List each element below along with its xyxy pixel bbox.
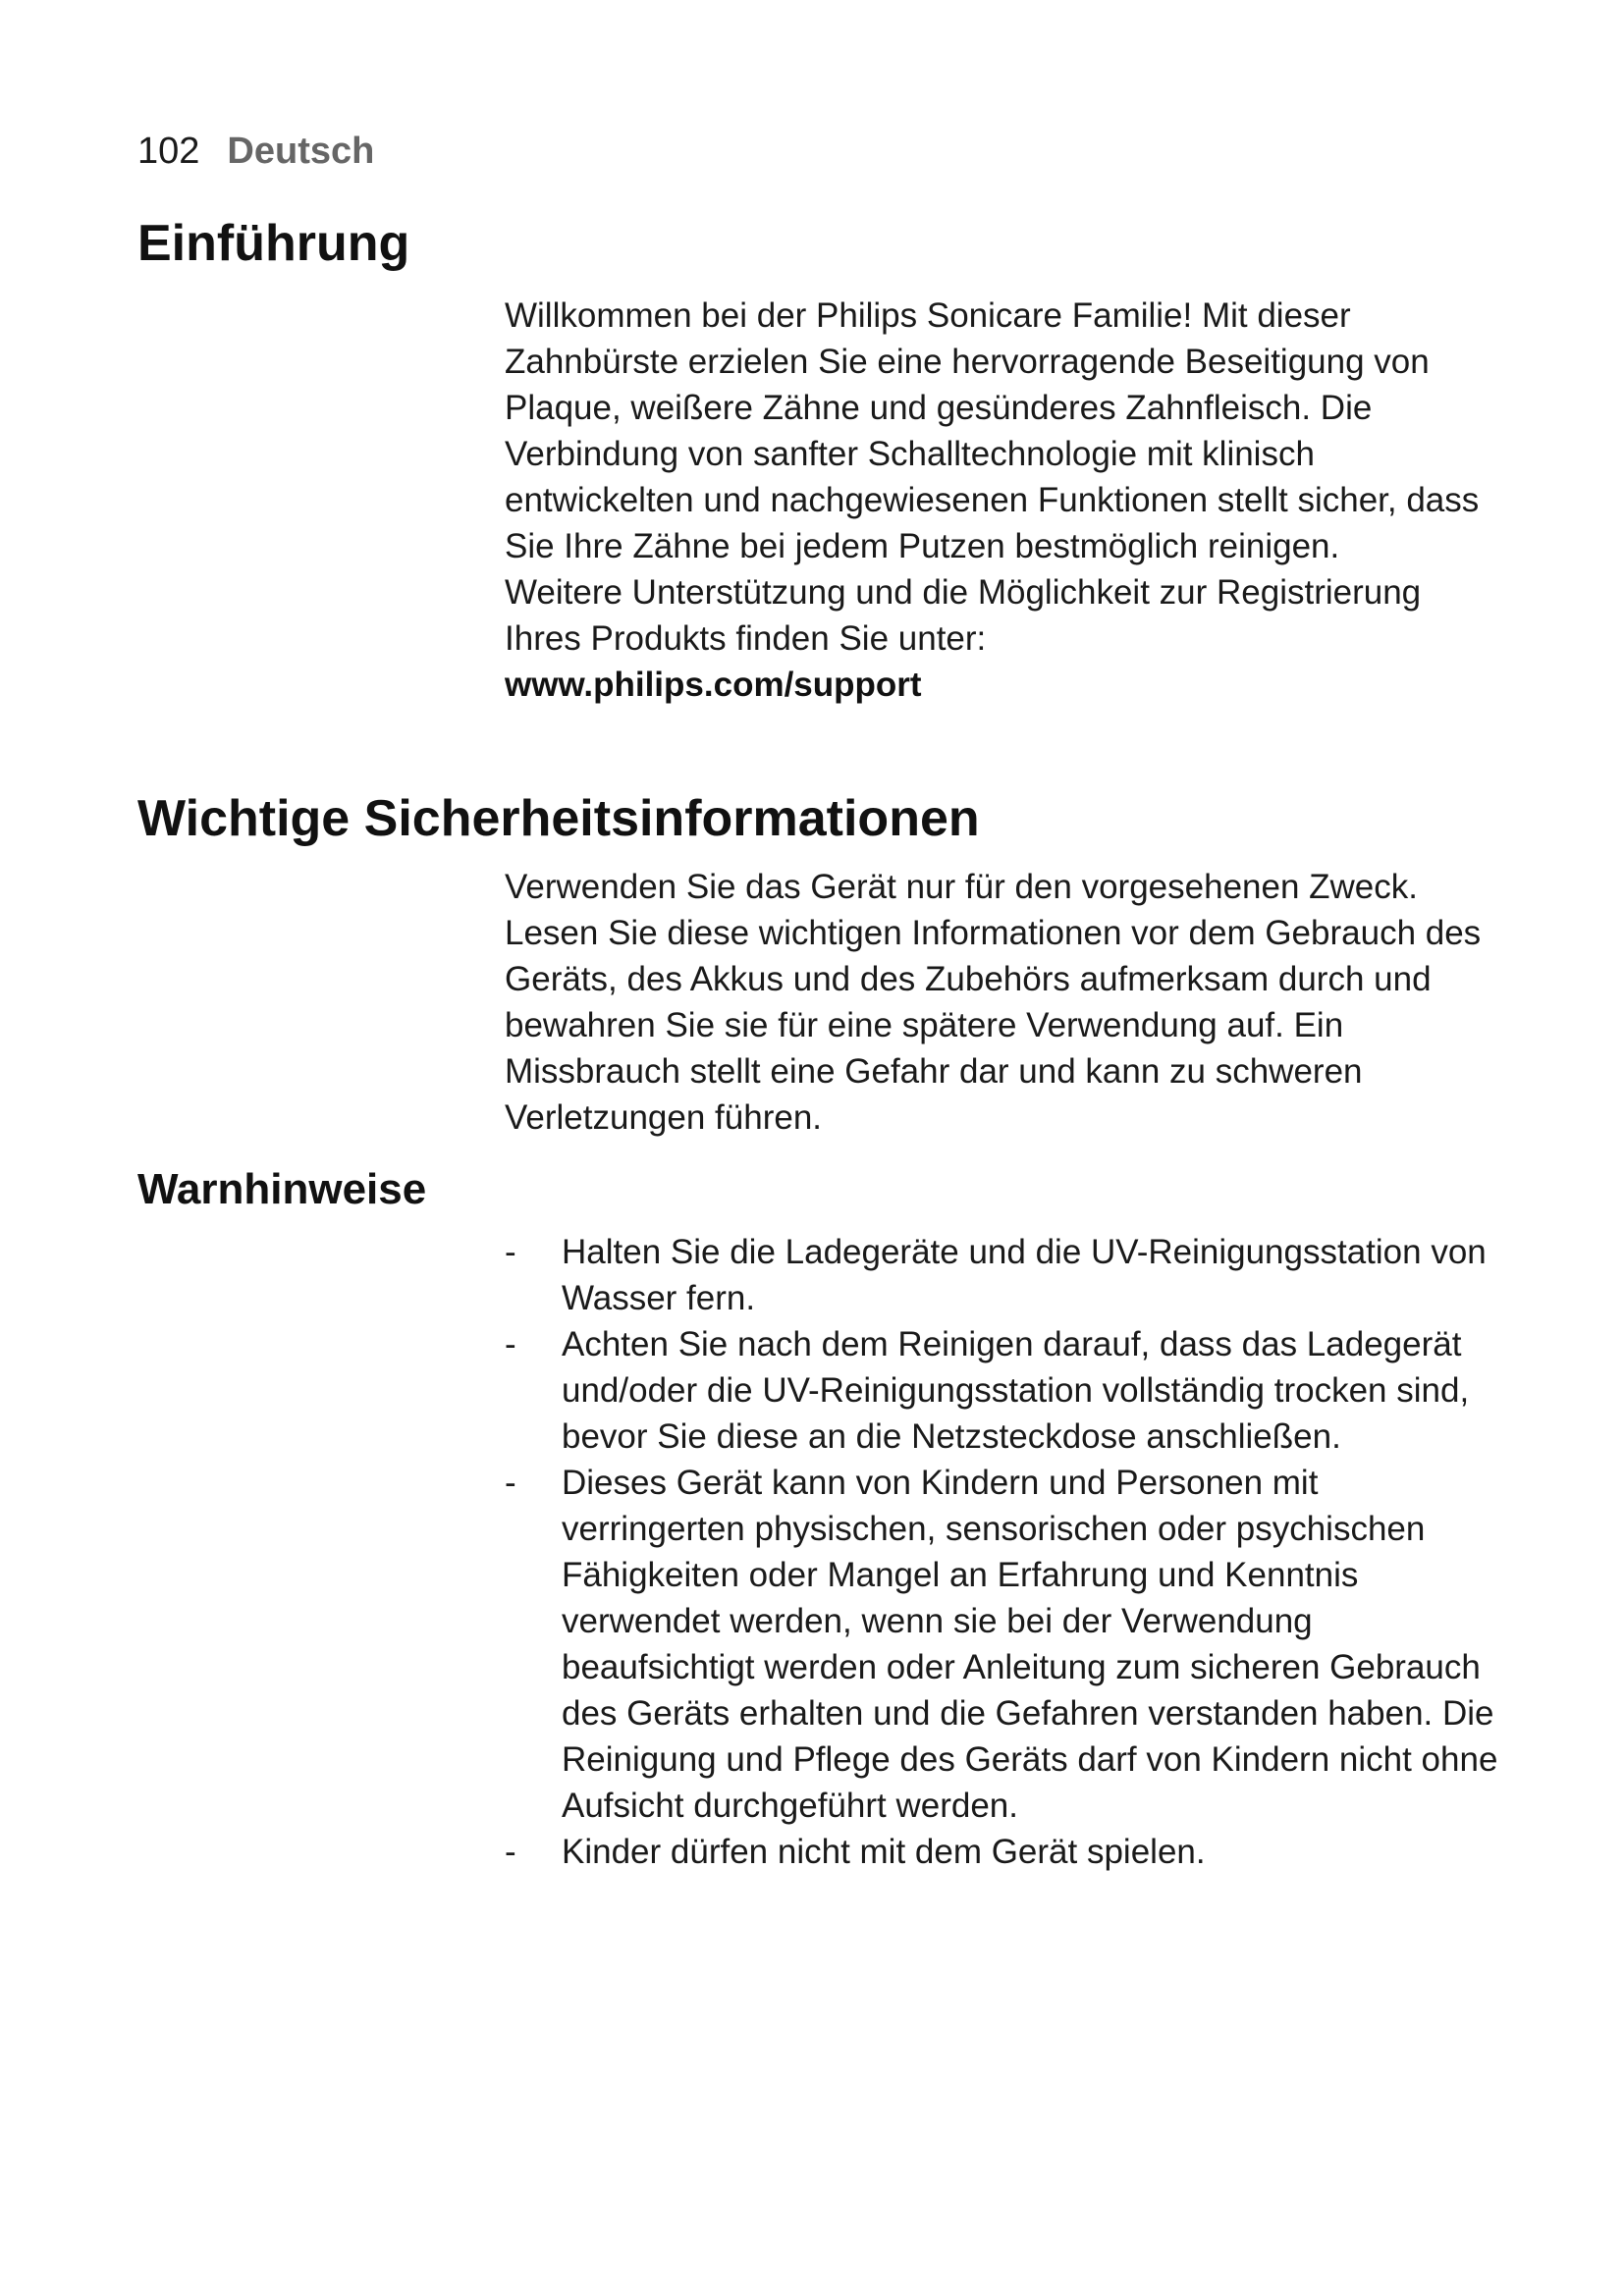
page-header	[137, 128, 374, 175]
safety-heading: Wichtige Sicherheitsinformationen	[137, 790, 980, 847]
warning-text: Kinder dürfen nicht mit dem Gerät spielen.	[562, 1833, 1206, 1871]
intro-heading: Einführung	[137, 215, 410, 272]
page-number: 102	[137, 131, 200, 172]
bullet-dash: -	[505, 1233, 516, 1271]
page-language: Deutsch	[227, 131, 375, 172]
support-link[interactable]: www.philips.com/support	[505, 666, 922, 704]
warnings-body	[505, 1229, 1506, 1875]
warning-item	[505, 1229, 1506, 1321]
safety-body	[505, 864, 1506, 1141]
warning-item	[505, 1460, 1506, 1829]
warning-text: Achten Sie nach dem Reinigen darauf, dass das Ladegerät und/oder die UV-Reinigungsstation vollständig trocken sind, bevor Sie diese an die Netzsteckdose anschließen.	[562, 1325, 1470, 1456]
safety-paragraph: Verwenden Sie das Gerät nur für den vorgesehenen Zweck. Lesen Sie diese wichtigen Informationen vor dem Gebrauch des Geräts, des Akkus und des Zubehörs aufmerksam durch und bewahren Sie sie für eine spätere Verwendung auf. Ein Missbrauch stellt eine Gefahr dar und kann zu schweren Verletzungen führen.	[505, 868, 1482, 1137]
warning-text: Halten Sie die Ladegeräte und die UV-Reinigungsstation von Wasser fern.	[562, 1233, 1487, 1317]
bullet-dash: -	[505, 1464, 516, 1502]
warning-text: Dieses Gerät kann von Kindern und Personen mit verringerten physischen, sensorischen oder psychischen Fähigkeiten oder Mangel an Erfahrung und Kenntnis verwendet werden, wenn sie bei der Verwendung beaufsichtigt werden oder Anleitung zum sicheren Gebrauch des Geräts erhalten und die Gefahren verstanden haben. Die Reinigung und Pflege des Geräts darf von Kindern nicht ohne Aufsicht durchgeführt werden.	[562, 1464, 1498, 1825]
warning-item	[505, 1829, 1506, 1875]
support-text: Weitere Unterstützung und die Möglichkeit zur Registrierung Ihres Produkts finden Sie unter:	[505, 573, 1422, 658]
intro-body	[505, 293, 1506, 708]
warnings-heading: Warnhinweise	[137, 1165, 427, 1213]
warnings-list	[505, 1229, 1506, 1875]
bullet-dash: -	[505, 1833, 516, 1871]
bullet-dash: -	[505, 1325, 516, 1363]
intro-paragraph: Willkommen bei der Philips Sonicare Familie! Mit dieser Zahnbürste erzielen Sie eine hervorragende Beseitigung von Plaque, weißere Zähne und gesünderes Zahnfleisch. Die Verbindung von sanfter Schalltechnologie mit klinisch entwickelten und nachgewiesenen Funktionen stellt sicher, dass Sie Ihre Zähne bei jedem Putzen bestmöglich reinigen.	[505, 296, 1480, 565]
warning-item	[505, 1321, 1506, 1460]
